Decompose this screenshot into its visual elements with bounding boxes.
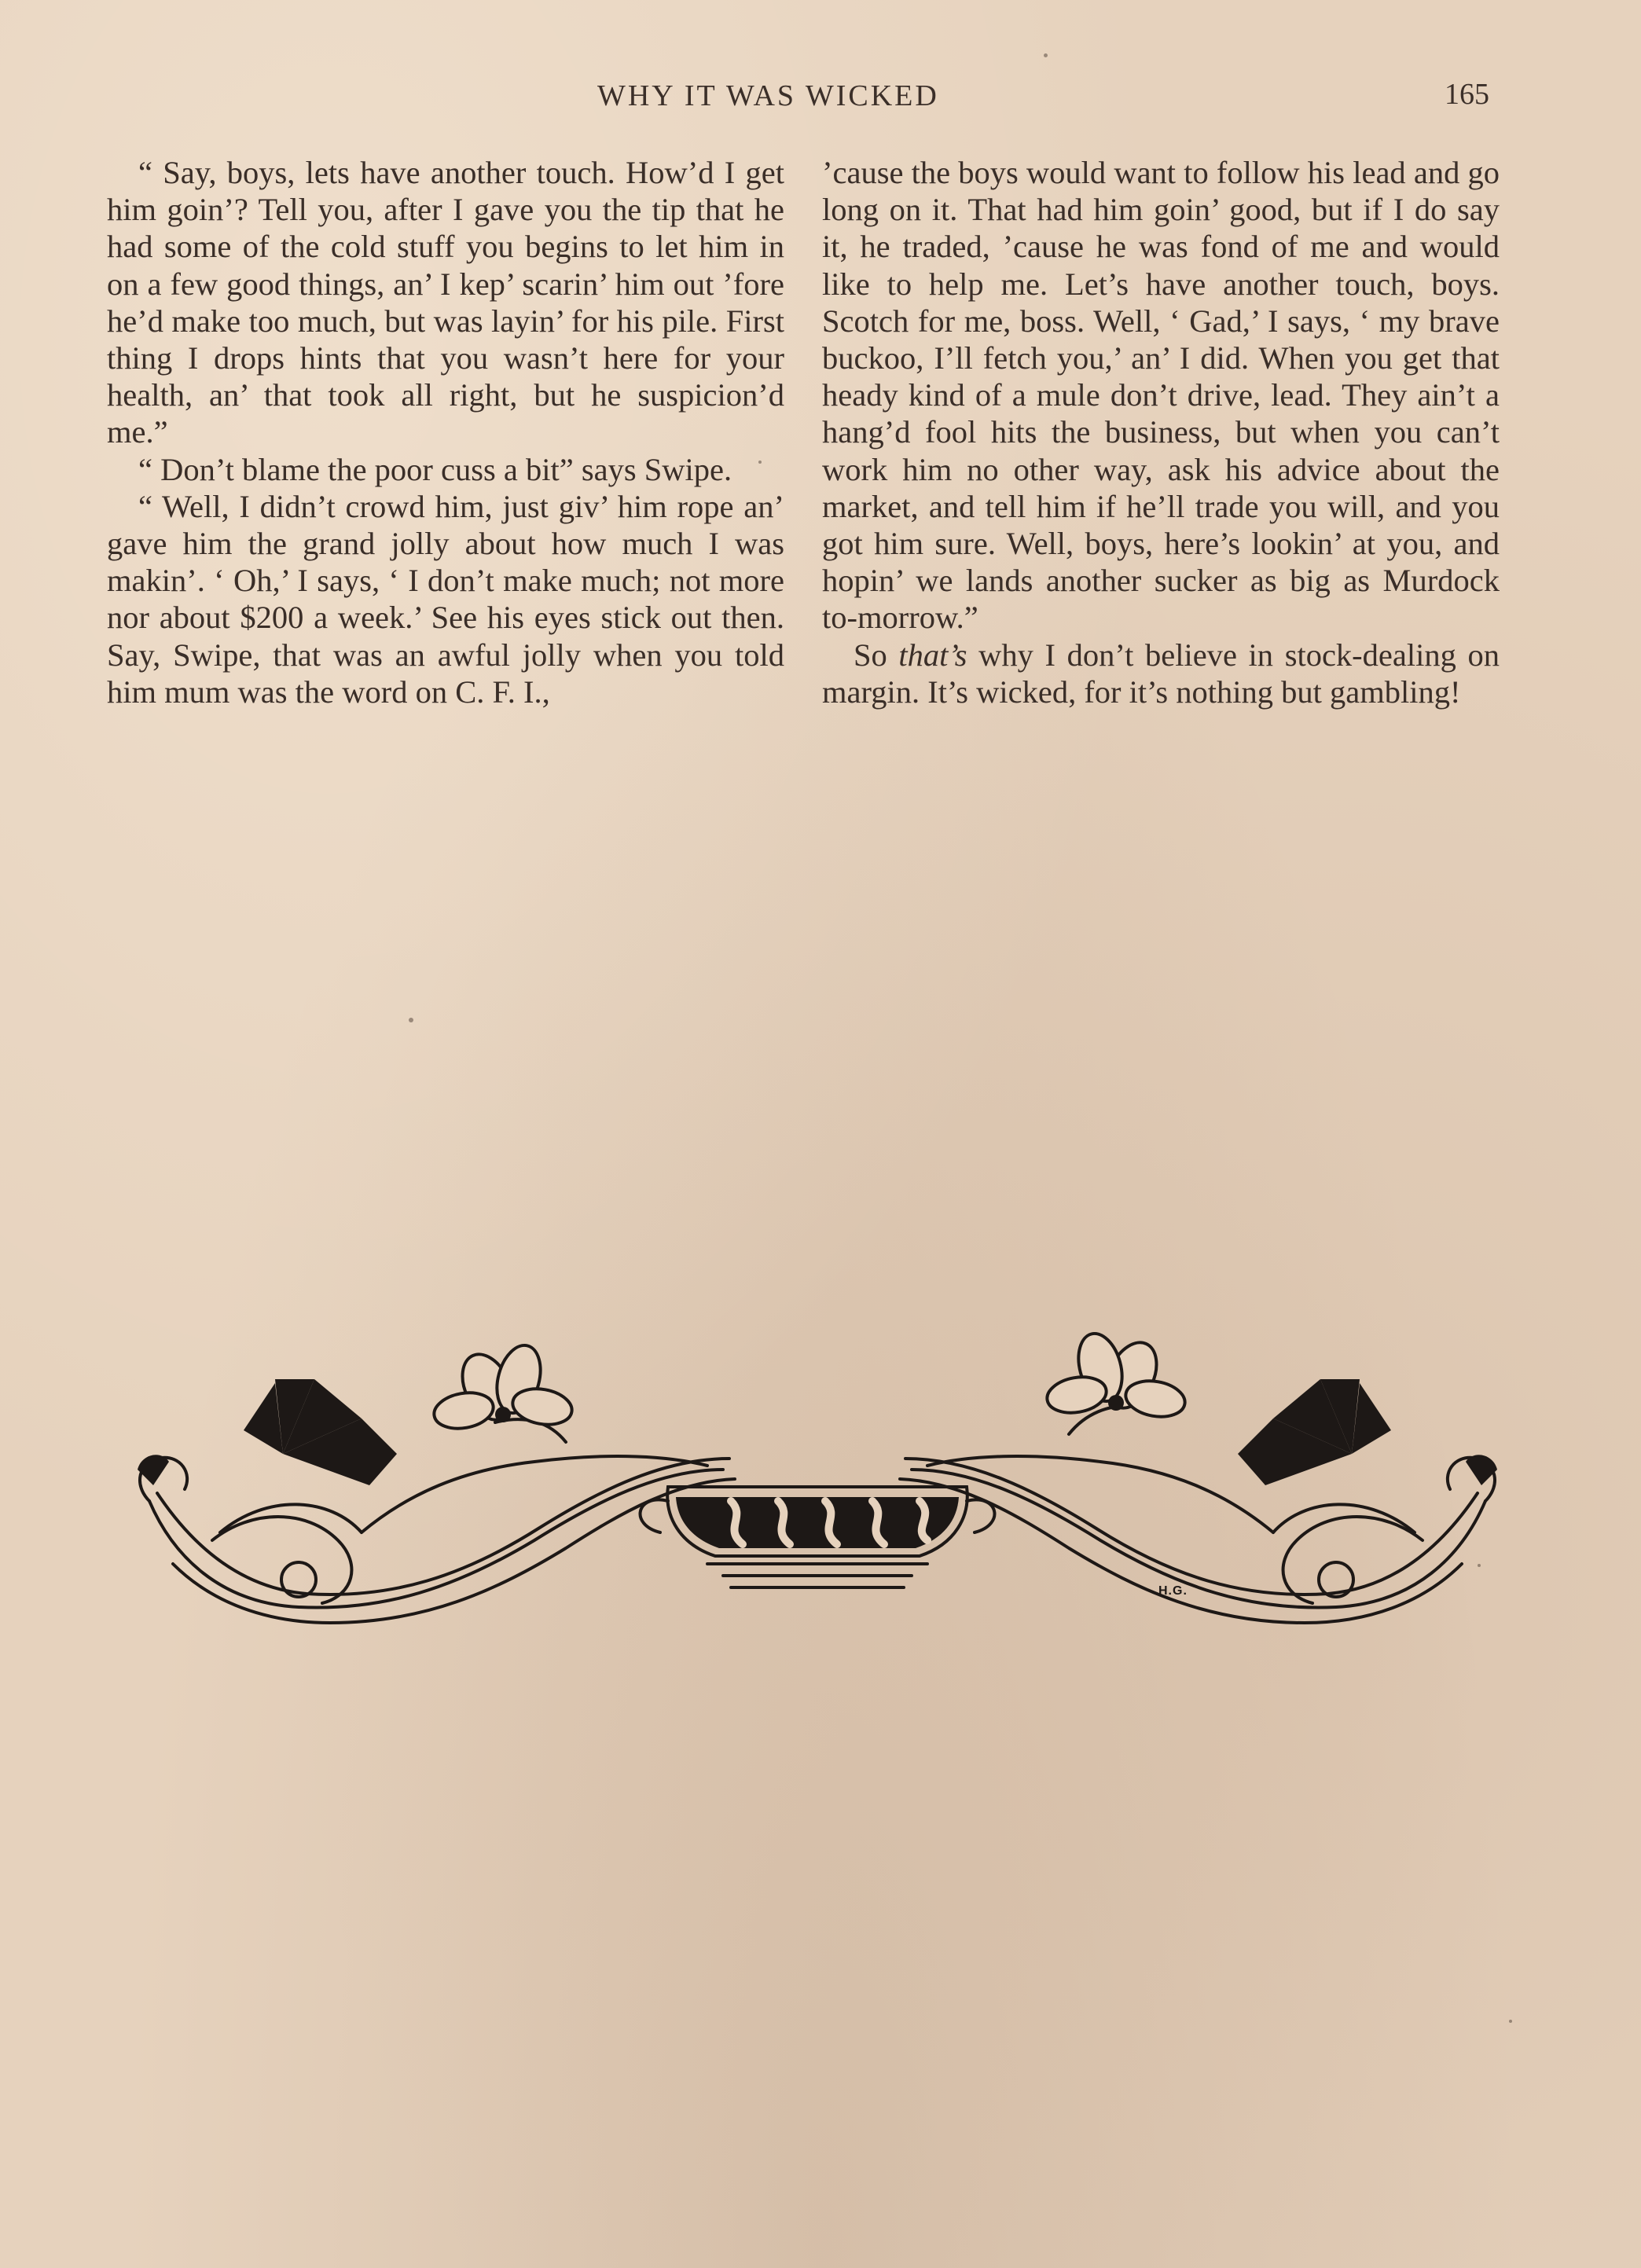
page-number: 165 bbox=[1445, 78, 1489, 111]
paper-speck bbox=[1509, 2020, 1512, 2023]
paper-speck bbox=[1044, 53, 1048, 57]
closing-text-after: why I don’t believe in stock-dealing on margin. It’s wicked, for it’s nothing but gambling! bbox=[822, 637, 1500, 710]
running-title: WHY IT WAS WICKED bbox=[597, 79, 939, 112]
running-head bbox=[0, 79, 1641, 126]
illustrator-monogram: H.G. bbox=[1158, 1584, 1188, 1598]
paragraph-dialogue-2: “ Don’t blame the poor cuss a bit” says Swipe. bbox=[138, 451, 732, 487]
paragraph-dialogue-3: “ Well, I didn’t crowd him, just giv’ him rope an’ gave him the grand jolly about how much I was makin’. ‘ Oh,’ I says, ‘ I don’t make much; not more nor about $200 a week.’ See his eyes stick out then. Say, Swipe, that was an awful jolly when you told him mum was the word on C. F. I., bbox=[107, 488, 784, 710]
paragraph-dialogue-1: “ Say, boys, lets have another touch. How’d I get him goin’? Tell you, after I gave you the tip that he had some of the cold stuff you begins to let him in on a few good things, an’ I kep’ scarin’ him out ’fore he’d make too much, but was layin’ for his pile. First thing I drops hints that you wasn’t here for your health, an’ that took all right, but he suspicion’d me.” bbox=[107, 155, 784, 450]
paper-speck bbox=[409, 1018, 413, 1022]
closing-text-before: So bbox=[854, 637, 899, 673]
right-column bbox=[822, 154, 1500, 710]
paragraph-closing bbox=[822, 637, 1500, 710]
left-column bbox=[107, 154, 784, 710]
closing-emphasis: that’s bbox=[898, 637, 967, 673]
paragraph-continuation: ’cause the boys would want to follow his lead and go long on it. That had him goin’ good, but if I do say it, he traded, ’cause he was fond of me and would like to help me. Let’s have another touch, boys. Scotch for me, boss. Well, ‘ Gad,’ I says, ‘ my brave buckoo, I’ll fetch you,’ an’ I did. When you get that heady kind of a mule don’t drive, lead. They ain’t a hang’d fool hits the business, but when you can’t work him no other way, ask his advice about the market, and tell him if he’ll trade you will, and you got him sure. Well, boys, here’s lookin’ at you, and hopin’ we lands another sucker as big as Murdock to-morrow.” bbox=[822, 155, 1500, 636]
art-nouveau-vase-ornament bbox=[126, 1305, 1509, 1635]
paper-speck bbox=[1478, 1564, 1481, 1567]
paper-speck bbox=[758, 461, 762, 464]
